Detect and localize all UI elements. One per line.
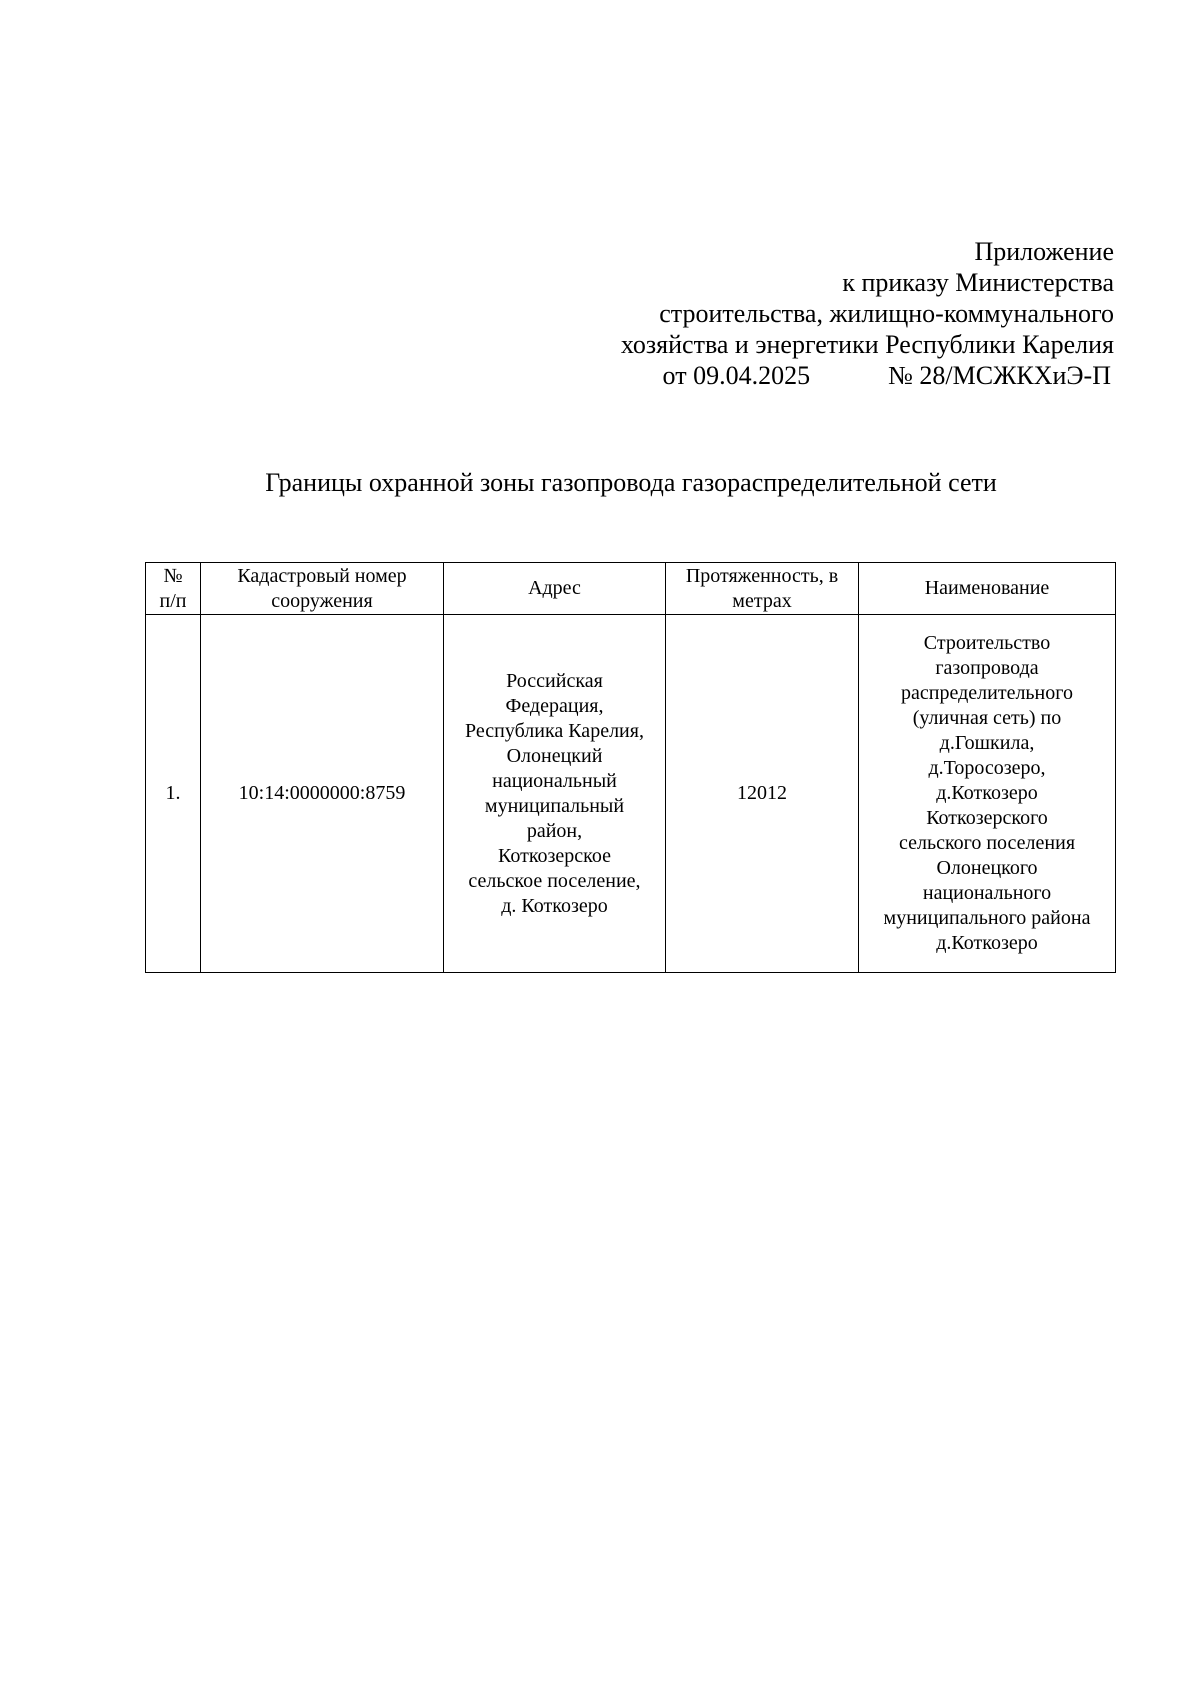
order-number: № 28/МСЖКХиЭ-П xyxy=(888,361,1111,390)
document-title: Границы охранной зоны газопровода газораспределительной сети xyxy=(265,468,997,497)
column-header-name: Наименование xyxy=(859,563,1116,615)
protection-zone-table xyxy=(145,562,1116,973)
header-line-order: к приказу Министерства xyxy=(842,268,1114,297)
appendix-header xyxy=(621,236,1114,391)
cell-cadastral-number: 10:14:0000000:8759 xyxy=(201,615,444,973)
cell-number: 1. xyxy=(146,615,201,973)
cell-length: 12012 xyxy=(666,615,859,973)
header-line-region: хозяйства и энергетики Республики Карелия xyxy=(620,330,1114,359)
column-header-number: № п/п xyxy=(146,563,201,615)
header-line-ministry: строительства, жилищно-коммунального xyxy=(659,299,1114,328)
column-header-length: Протяженность, в метрах xyxy=(666,563,859,615)
column-header-cadastral: Кадастровый номер сооружения xyxy=(201,563,444,615)
order-details xyxy=(621,360,1114,391)
cell-address: Российская Федерация, Республика Карелия, Олонецкий национальный муниципальный район, Коткозерское сельское поселение, д. Коткозеро xyxy=(444,615,666,973)
table-header-row xyxy=(146,563,1116,615)
header-line-appendix: Приложение xyxy=(974,237,1114,266)
cell-name: Строительство газопровода распределительного (уличная сеть) по д.Гошкила, д.Торосозеро, д.Коткозеро Коткозерского сельского поселения Олонецкого национального муниципального района д.Коткозеро xyxy=(859,615,1116,973)
table-row xyxy=(146,615,1116,973)
order-date: от 09.04.2025 xyxy=(662,361,811,390)
column-header-address: Адрес xyxy=(444,563,666,615)
